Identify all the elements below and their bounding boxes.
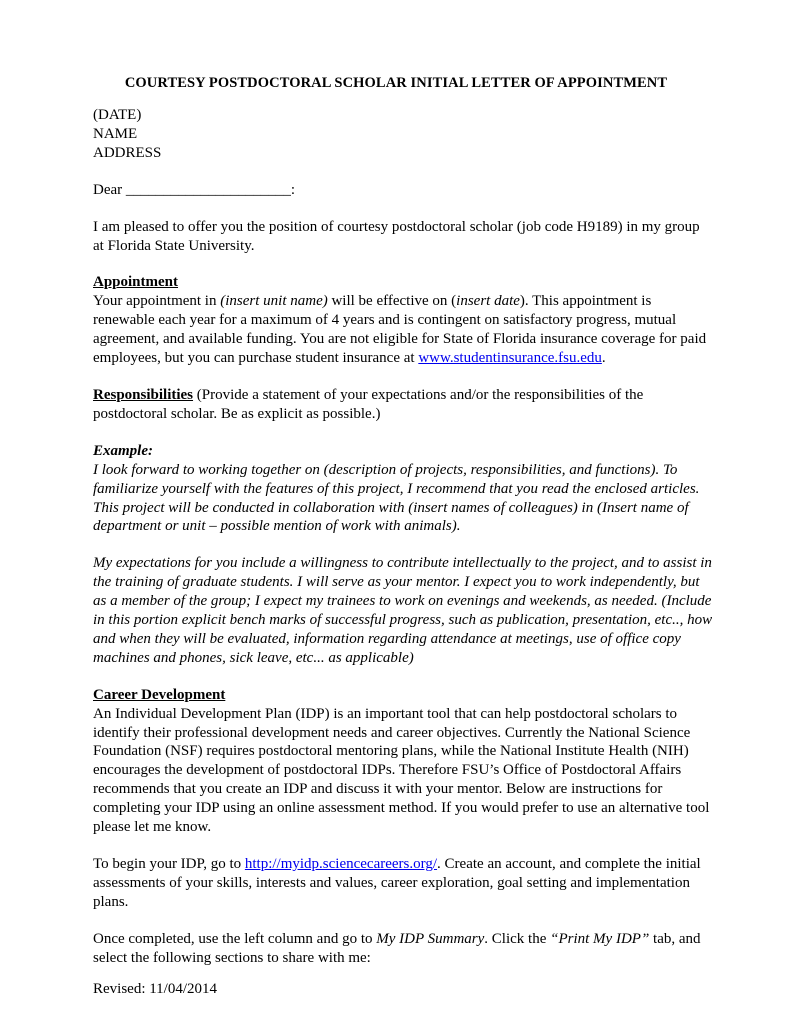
address-line: ADDRESS [93,144,162,161]
document-title: COURTESY POSTDOCTORAL SCHOLAR INITIAL LETTER OF APPOINTMENT [124,75,668,91]
revised-date: Revised: 11/04/2014 [93,980,218,997]
salutation: Dear ______________________: [93,181,296,198]
example-paragraph-2: My expectations for you include a willingness to contribute intellectually to the project, and to assist in the training of graduate students. I will serve as your mentor. I expect you to work independently, but as a member of the group; I expect my trainees to work on evenings and weekends, as needed. (Include in this portion explicit bench marks of successful progress, such as publication, presentation, etc.., how and when they will be evaluated, information regarding attendance at meetings, use of office copy machines and phones, sick leave, etc... as applicable) [93,555,713,666]
date-line: (DATE) [93,107,142,123]
unit-placeholder: (insert unit name) [220,293,328,310]
letter-body [93,74,713,998]
career-paragraph-3: Once completed, use the left column and go to My IDP Summary. Click the “Print My IDP” tab, and select the following sections to share with me: [93,930,701,966]
intro-paragraph: I am pleased to offer you the position of courtesy postdoctoral scholar (job code H9189) in my group at Florida State University. [93,218,700,254]
career-paragraph-2: To begin your IDP, go to http://myidp.sciencecareers.org/. Create an account, and complete the initial assessments of your skills, interests and values, career exploration, goal setting and implementation plans. [93,856,701,910]
career-paragraph-1: An Individual Development Plan (IDP) is an important tool that can help postdoctoral scholars to identify their professional development needs and career objectives. Currently the National Science Foundation (NSF) requires postdoctoral mentoring plans, while the National Institute Health (NIH) encourages the development of postdoctoral IDPs. Therefore FSU’s Office of Postdoctoral Affairs recommends that you create an IDP and discuss it with your mentor. Below are instructions for completing your IDP using an online assessment method. If you would prefer to use an alternative tool please let me know. [93,705,710,836]
career-heading: Career Development [93,686,226,703]
student-insurance-link[interactable]: www.studentinsurance.fsu.edu [418,350,602,367]
example-heading: Example: [93,442,153,459]
name-line: NAME [93,125,138,142]
responsibilities-heading: Responsibilities [93,386,194,403]
example-paragraph-1: I look forward to working together on (description of projects, responsibilities, and functions). To familiarize yourself with the features of this project, I recommend that you read the enclosed articles. This project will be conducted in collaboration with (insert names of colleagues) in (Insert name of department or unit – possible mention of work with animals). [93,461,700,535]
myidp-link[interactable]: http://myidp.sciencecareers.org/ [244,856,438,872]
responsibilities-paragraph: Responsibilities (Provide a statement of your expectations and/or the responsibilities of the postdoctoral scholar. Be as explicit as possible.) [93,386,644,422]
appointment-heading: Appointment [93,274,179,291]
date-placeholder: insert date [456,293,520,310]
appointment-paragraph: Your appointment in (insert unit name) will be effective on (insert date). This appointment is renewable each year for a maximum of 4 years and is contingent on satisfactory progress, mutual agreement, and available funding. You are not eligible for State of Florida insurance coverage for paid employees, but you can purchase student insurance at www.studentinsurance.fsu.edu. [93,293,707,367]
